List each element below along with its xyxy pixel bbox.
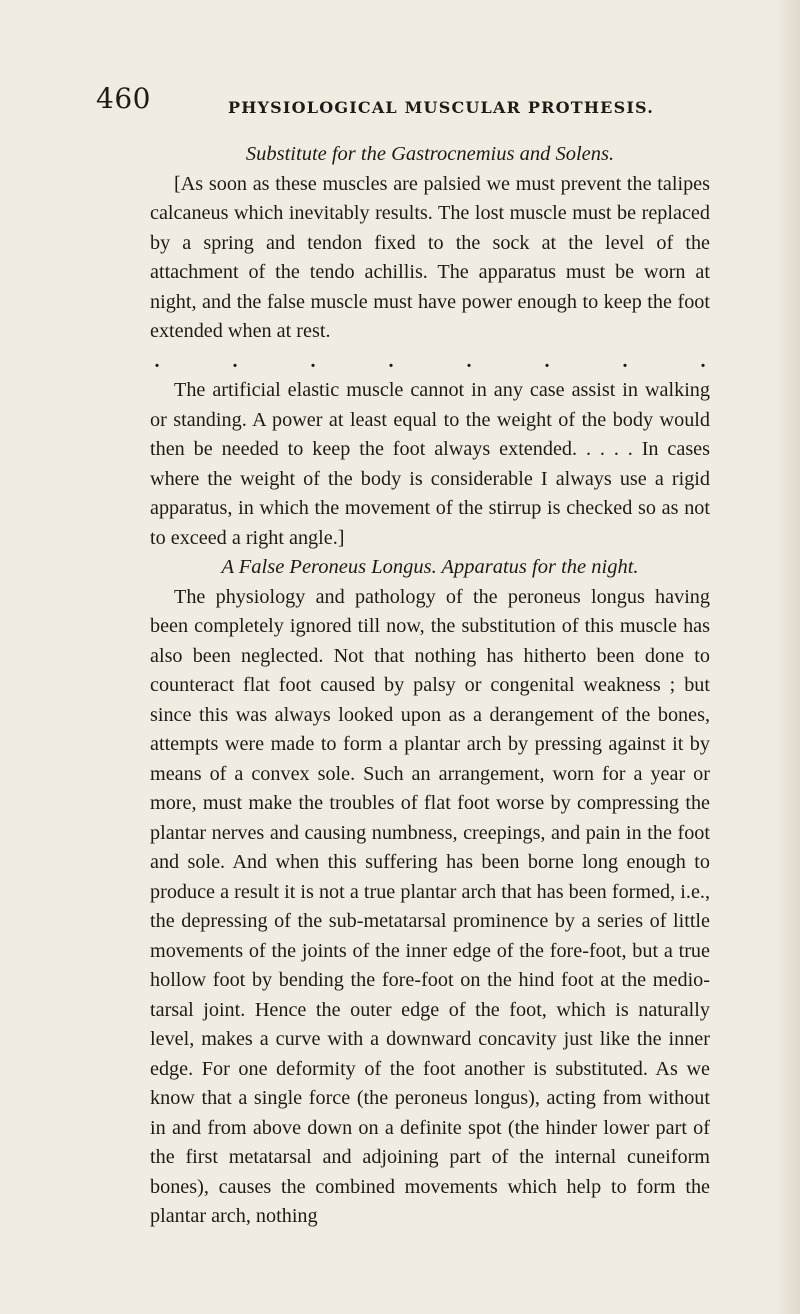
body-text [150, 140, 710, 1232]
paragraph-gastrocnemius-2: The artificial elastic muscle cannot in any case assist in walking or standing. A power at least equal to the weight of the body would then be needed to keep the foot always extended. . . . . In cases where the weight of the body is considerable I always use a rigid apparatus, in which the movement of the stirrup is checked so as not to exceed a right angle.] [150, 379, 710, 549]
ellipsis-dot: . [154, 349, 160, 372]
page-header [0, 82, 800, 122]
page-number: 460 [96, 82, 151, 115]
section-heading-gastrocnemius: Substitute for the Gastrocnemius and Solens. [245, 143, 615, 165]
ellipsis-dot: . [232, 349, 238, 372]
ellipsis-dot: . [544, 349, 550, 372]
section-heading-peroneus: A False Peroneus Longus. Apparatus for the night. [221, 556, 639, 578]
ellipsis-row [150, 347, 710, 377]
ellipsis-dot: . [700, 349, 706, 372]
page-edge-shadow [774, 0, 800, 1314]
ellipsis-dot: . [622, 349, 628, 372]
running-head: PHYSIOLOGICAL MUSCULAR PROTHESIS. [228, 98, 654, 117]
ellipsis-dot: . [310, 349, 316, 372]
paragraph-peroneus-1: The physiology and pathology of the peroneus longus having been completely ignored till now, the substitution of this muscle has also been neglected. Not that nothing has hitherto been done to counteract flat foot caused by palsy or congenital weakness ; but since this was always looked upon as a derangement of the bones, attempts were made to form a plantar arch by pressing against it by means of a convex sole. Such an arrangement, worn for a year or more, must make the troubles of flat foot worse by compressing the plantar nerves and causing numbness, creepings, and pain in the foot and sole. And when this suffering has been borne long enough to produce a result it is not a true plantar arch that has been formed, i.e., the depressing of the sub-metatarsal prominence by a series of little movements of the joints of the inner edge of the fore-foot, but a true hollow foot by bending the fore-foot on the hind foot at the medio-tarsal joint. Hence the outer edge of the foot, which is naturally level, makes a curve with a downward concavity just like the inner edge. For one deformity of the foot another is substituted. As we know that a single force (the peroneus longus), acting from without in and from above down on a definite spot (the hinder lower part of the first metatarsal and adjoining part of the internal cuneiform bones), causes the combined movements which help to form the plantar arch, nothing [150, 585, 710, 1227]
ellipsis-dot: . [466, 349, 472, 372]
paragraph-gastrocnemius-1: [As soon as these muscles are palsied we must prevent the talipes calcaneus which inevitably results. The lost muscle must be replaced by a spring and tendon fixed to the sock at the level of the attachment of the tendo achillis. The apparatus must be worn at night, and the false muscle must have power enough to keep the foot extended when at rest. [150, 172, 710, 342]
ellipsis-dot: . [388, 349, 394, 372]
